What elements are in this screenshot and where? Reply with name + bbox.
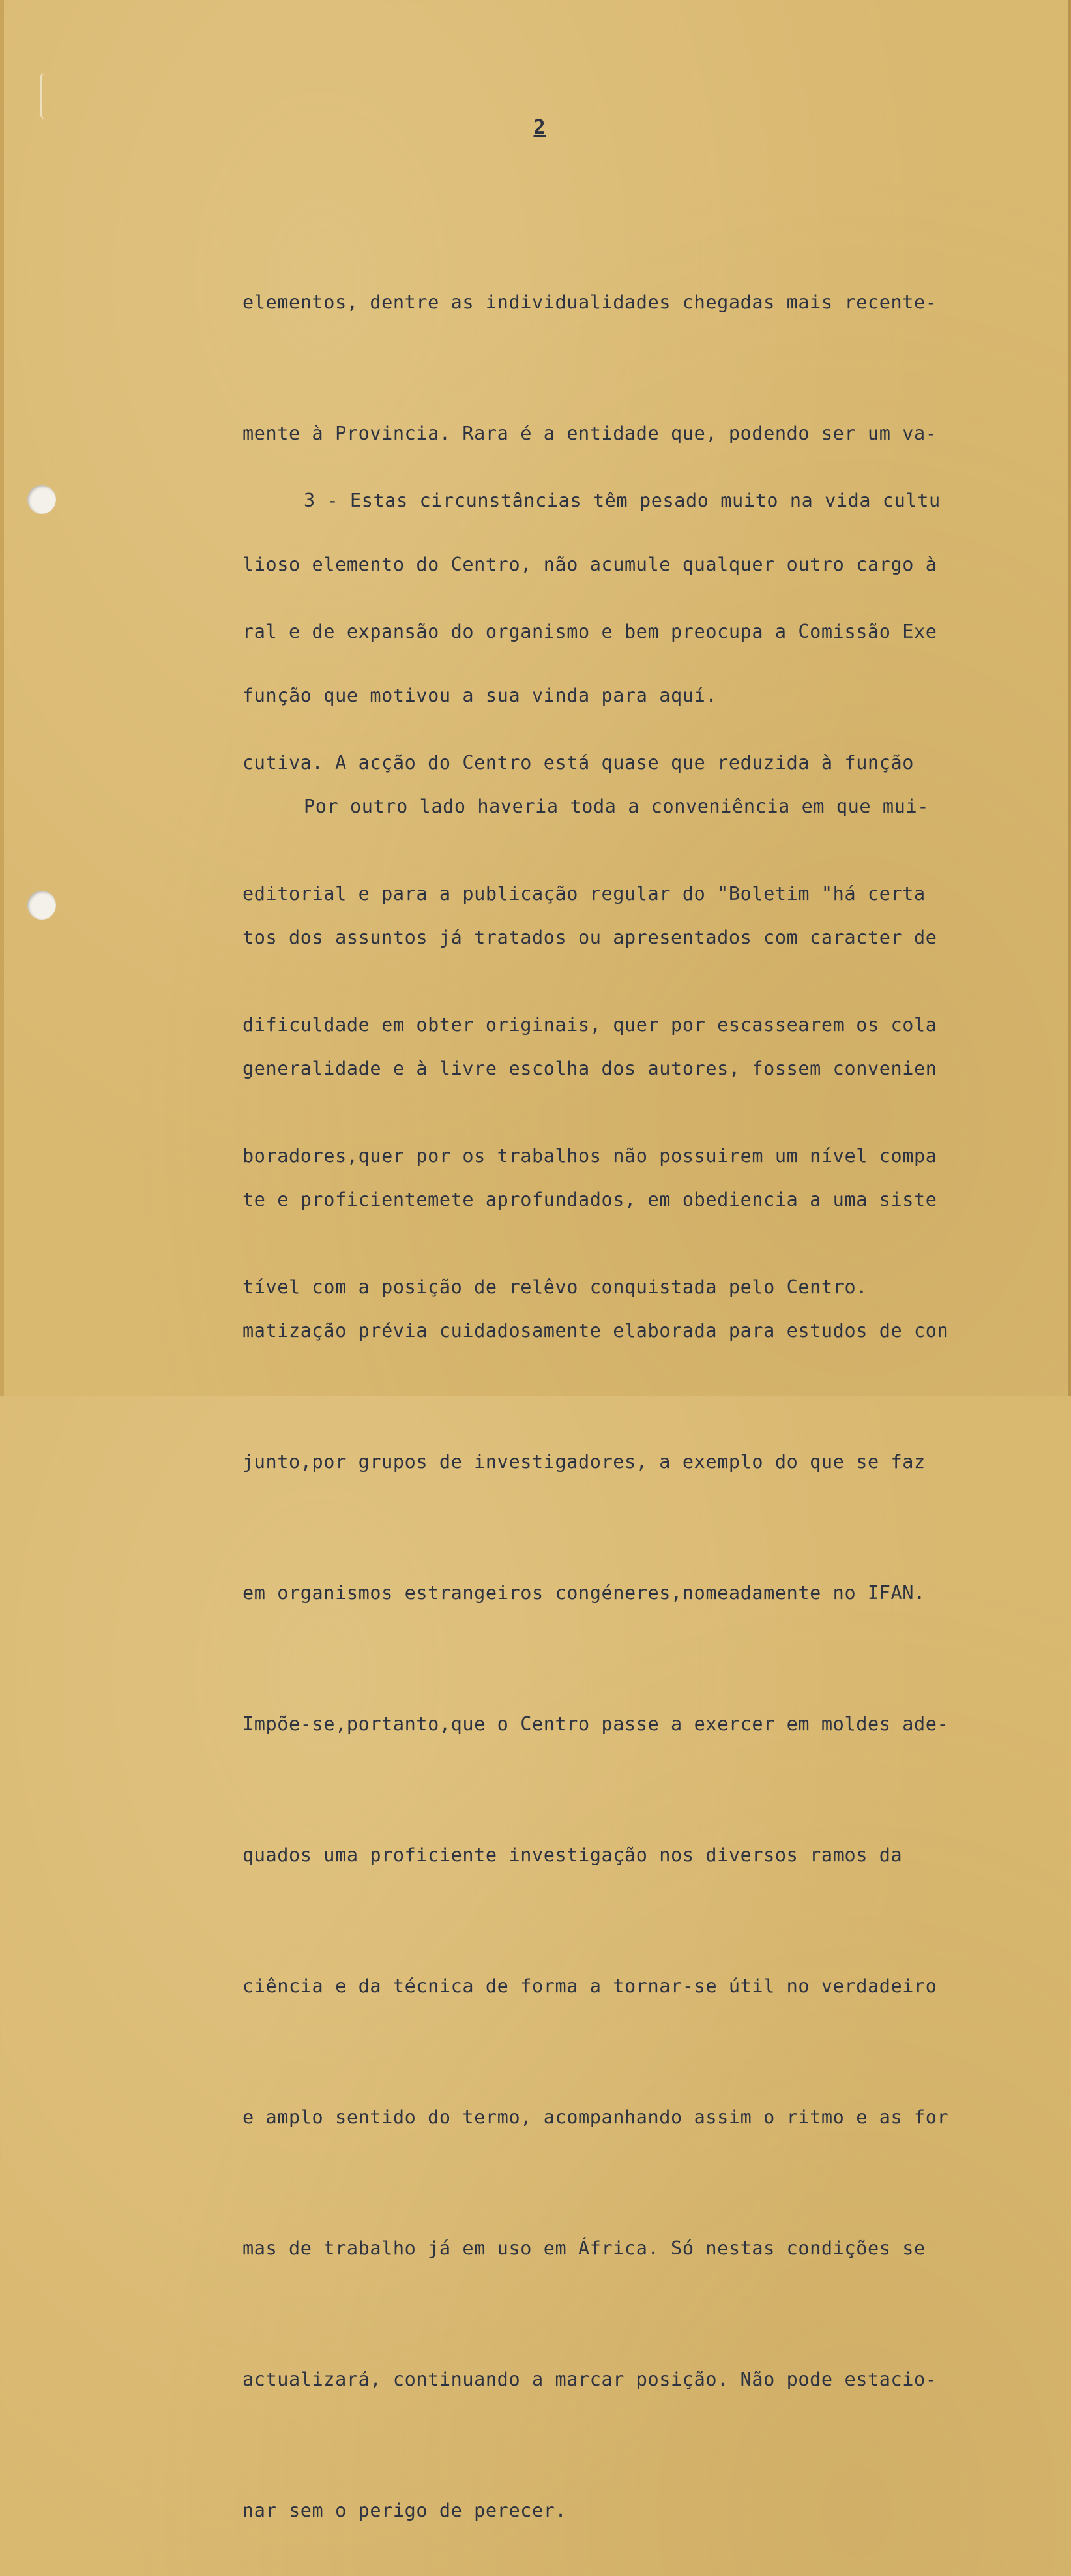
text-line: actualizará, continuando a marcar posição. Não pode estacio-	[242, 2369, 937, 2390]
text-line: mente à Provincia. Rara é a entidade que, podendo ser um va-	[242, 423, 937, 444]
text-line: lioso elemento do Centro, não acumule qualquer outro cargo à	[242, 554, 937, 575]
text-line: Por outro lado haveria toda a conveniência em que mui-	[304, 796, 929, 817]
page-number: 2	[533, 116, 546, 139]
text-line: junto,por grupos de investigadores, a exemplo do que se faz	[242, 1451, 926, 1473]
text-line: elementos, dentre as individualidades chegadas mais recente-	[242, 292, 937, 313]
text-line: ciência e da técnica de forma a tornar-se útil no verdadeiro	[242, 1975, 937, 1997]
text-line: dificuldade em obter originais, quer por escassearem os cola	[242, 1014, 937, 1036]
text-line: tível com a posição de relêvo conquistada pelo Centro.	[242, 1276, 868, 1298]
text-line: cutiva. A acção do Centro está quase que reduzida à função	[242, 752, 914, 773]
text-line: generalidade e à livre escolha dos autores, fossem convenien	[242, 1058, 937, 1079]
text-line: 3 - Estas circunstâncias têm pesado muito na vida cultu	[304, 490, 941, 511]
paper-tear	[40, 73, 49, 119]
text-line: mas de trabalho já em uso em África. Só nestas condições se	[242, 2238, 926, 2259]
text-line: editorial e para a publicação regular do "Boletim "há certa	[242, 883, 926, 905]
text-line: quados uma proficiente investigação nos diversos ramos da	[242, 1844, 903, 1866]
text-line: nar sem o perigo de perecer.	[242, 2500, 567, 2521]
paragraph-3	[242, 697, 1031, 2576]
text-line: matização prévia cuidadosamente elaborada para estudos de con	[242, 1320, 949, 1341]
page-edge-right	[1068, 0, 1071, 1396]
text-line: boradores,quer por os trabalhos não possuirem um nível compa	[242, 1145, 937, 1167]
punch-hole-top	[27, 485, 56, 514]
text-line: ral e de expansão do organismo e bem preocupa a Comissão Exe	[242, 621, 937, 642]
page-edge-left	[0, 0, 4, 1396]
text-line: em organismos estrangeiros congéneres,nomeadamente no IFAN.	[242, 1582, 926, 1604]
text-line: e amplo sentido do termo, acompanhando assim o ritmo e as for	[242, 2106, 949, 2128]
text-line: Impõe-se,portanto,que o Centro passe a exercer em moldes ade-	[242, 1713, 949, 1735]
punch-hole-bottom	[27, 891, 56, 920]
text-line: função que motivou a sua vinda para aquí.	[242, 685, 718, 706]
text-line: tos dos assuntos já tratados ou apresentados com caracter de	[242, 927, 937, 948]
text-line: te e proficientemete aprofundados, em obediencia a uma siste	[242, 1189, 937, 1210]
